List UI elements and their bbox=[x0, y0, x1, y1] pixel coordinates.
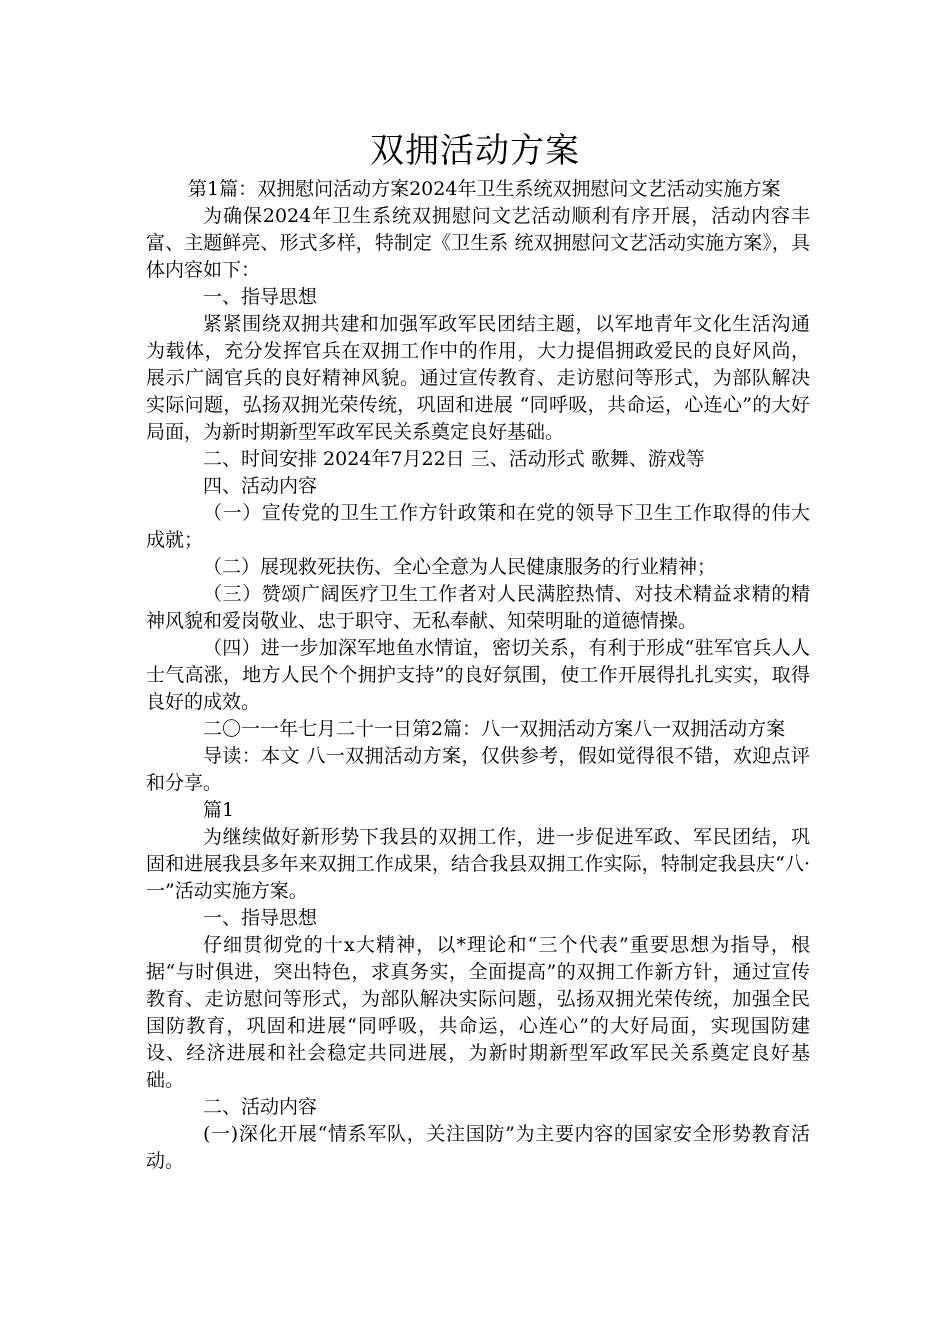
paragraph: 为确保2024年卫生系统双拥慰问文艺活动顺利有序开展，活动内容丰富、主题鲜亮、形式多样，特制定《卫生系 统双拥慰问文艺活动实施方案》，具体内容如下： bbox=[146, 205, 810, 281]
paragraph: （二）展现救死扶伤、全心全意为人民健康服务的行业精神； bbox=[203, 556, 717, 578]
paragraph: 紧紧围绕双拥共建和加强军政军民团结主题，以军地青年文化生活沟通为载体，充分发挥官兵在双拥工作中的作用，大力提倡拥政爱民的良好风尚，展示广阔官兵的良好精神风貌。通过宣传教育、走访慰问等形式，为部队解决实际问题，弘扬双拥光荣传统，巩固和进展 “同呼吸，共命运，心连心”的大好局面，为新时期新型军政军民关系奠定良好基础。 bbox=[146, 313, 810, 443]
paragraph: 篇1 bbox=[203, 799, 235, 821]
paragraph: 一、指导思想 bbox=[203, 907, 318, 929]
paragraph: 二、活动内容 bbox=[203, 1096, 318, 1118]
paragraph: 二〇一一年七月二十一日第2篇：八一双拥活动方案八一双拥活动方案 bbox=[203, 718, 786, 740]
document-body bbox=[146, 176, 810, 1175]
paragraph: 四、活动内容 bbox=[203, 475, 318, 497]
document-title: 双拥活动方案 bbox=[370, 131, 580, 171]
paragraph: (一)深化开展“情系军队，关注国防”为主要内容的国家安全形势教育活动。 bbox=[146, 1123, 810, 1172]
paragraph: （三）赞颂广阔医疗卫生工作者对人民满腔热情、对技术精益求精的精神风貌和爱岗敬业、忠于职守、无私奉献、知荣明耻的道德情操。 bbox=[146, 583, 810, 632]
paragraph: （四）进一步加深军地鱼水情谊，密切关系，有利于形成“驻军官兵人人士气高涨，地方人民个个拥护支持”的良好氛围，使工作开展得扎扎实实，取得良好的成效。 bbox=[146, 637, 810, 713]
paragraph: （一）宣传党的卫生工作方针政策和在党的领导下卫生工作取得的伟大成就； bbox=[146, 502, 810, 551]
paragraph: 第1篇：双拥慰问活动方案2024年卫生系统双拥慰问文艺活动实施方案 bbox=[188, 178, 781, 200]
paragraph: 二、时间安排 2024年7月22日 三、活动形式 歌舞、游戏等 bbox=[203, 448, 705, 470]
paragraph: 一、指导思想 bbox=[203, 286, 318, 308]
paragraph: 为继续做好新形势下我县的双拥工作，进一步促进军政、军民团结，巩固和进展我县多年来双拥工作成果，结合我县双拥工作实际，特制定我县庆“八·一”活动实施方案。 bbox=[146, 826, 810, 902]
paragraph: 仔细贯彻党的十x大精神，以*理论和“三个代表”重要思想为指导，根据“与时俱进，突出特色，求真务实，全面提高”的双拥工作新方针，通过宣传教育、走访慰问等形式，为部队解决实际问题，弘扬双拥光荣传统，加强全民国防教育，巩固和进展“同呼吸，共命运，心连心”的大好局面，实现国防建设、经济进展和社会稳定共同进展，为新时期新型军政军民关系奠定良好基础。 bbox=[146, 934, 810, 1091]
paragraph: 导读：本文 八一双拥活动方案，仅供参考，假如觉得很不错，欢迎点评和分享。 bbox=[146, 745, 810, 794]
